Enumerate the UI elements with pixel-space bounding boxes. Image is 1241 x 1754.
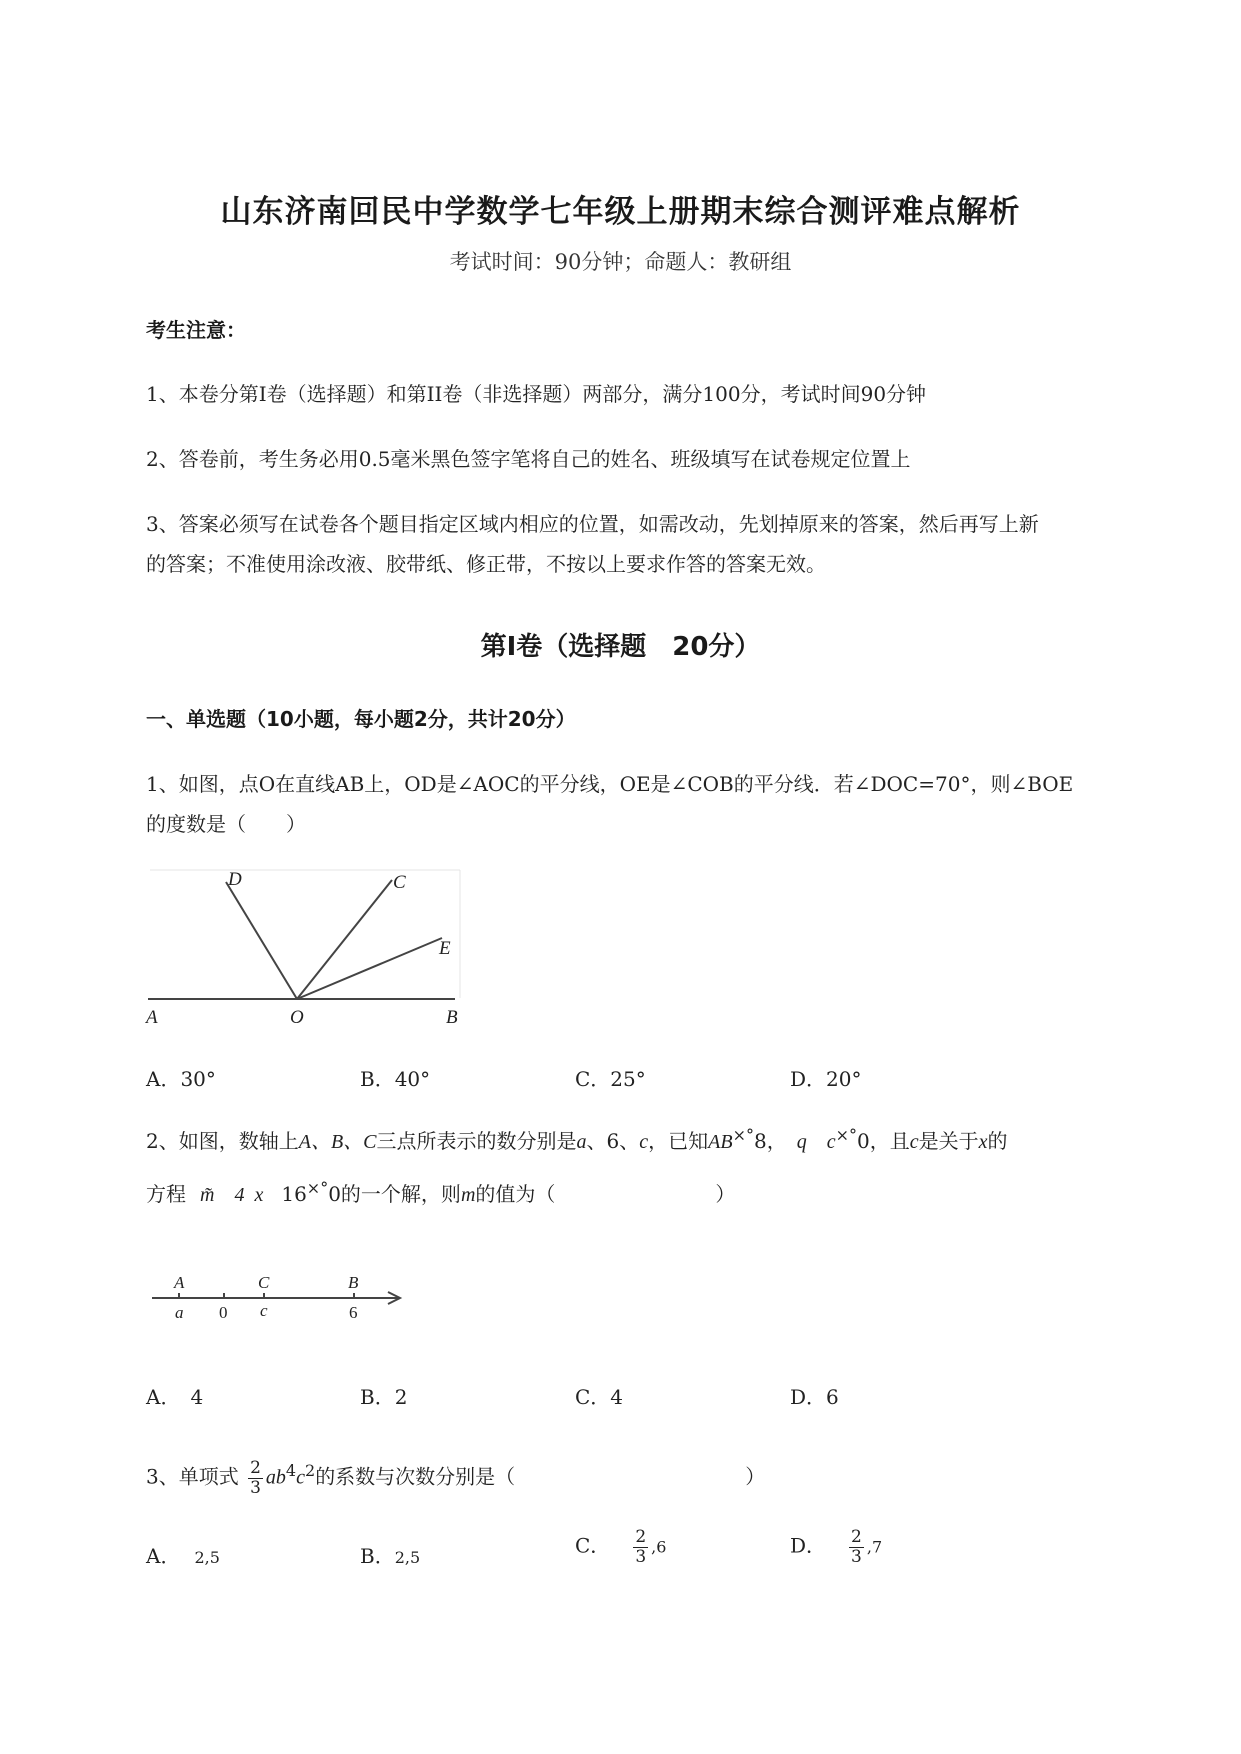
option-fraction: [849, 1528, 864, 1566]
value-label-a: a: [175, 1303, 184, 1322]
q2-points-abc: A、B、C: [298, 1131, 377, 1153]
q2-expr-m: m̃ 4: [200, 1184, 245, 1206]
q3-option-b[interactable]: [360, 1540, 420, 1569]
q2-option-a[interactable]: A． 4: [146, 1385, 204, 1409]
option-value: ,6: [651, 1537, 667, 1557]
q1-option-b[interactable]: B．40°: [360, 1067, 431, 1091]
q2-text: ，已知: [648, 1129, 709, 1153]
q2-text: 0，且: [857, 1129, 910, 1153]
notice-item-3: 3、答案必须写在试卷各个题目指定区域内相应的位置，如需改动，先划掉原来的答案，然后再写上新: [146, 512, 1039, 536]
page-title: 山东济南回民中学数学七年级上册期末综合测评难点解析: [220, 194, 1021, 230]
q2-text: 是关于: [918, 1129, 979, 1153]
fraction-numerator: 2: [250, 1457, 261, 1478]
q2-text: 方程: [146, 1182, 186, 1206]
q2-segment-ab: AB: [708, 1131, 733, 1153]
q2-mark: ×°: [835, 1125, 858, 1145]
exam-info: 考试时间：90分钟；命题人：教研组: [449, 250, 792, 274]
q3-option-a[interactable]: [146, 1540, 220, 1569]
q3-text: 3、单项式: [146, 1464, 239, 1489]
q2-mark: ×°: [732, 1125, 754, 1145]
q3-exp-4: 4: [285, 1461, 297, 1480]
q2-option-c[interactable]: C．4: [575, 1385, 624, 1409]
q2-var-x2: x: [254, 1184, 264, 1206]
q3-option-c[interactable]: [575, 1528, 666, 1566]
value-label-six: 6: [349, 1303, 358, 1322]
q2-var-c: c: [639, 1131, 649, 1153]
q2-text: 的值为（: [475, 1182, 556, 1206]
notice-heading: 考生注意：: [146, 318, 246, 342]
q3-text: ）: [745, 1464, 766, 1489]
ray-od: [226, 882, 297, 999]
value-label-zero: 0: [219, 1303, 228, 1322]
fraction-numerator: 2: [635, 1527, 647, 1547]
q2-text: 8，: [753, 1129, 787, 1153]
label-d: D: [228, 869, 242, 890]
q3-var-ab: ab: [265, 1466, 286, 1489]
q2-stem-line2: [146, 1178, 735, 1207]
option-value: ,7: [866, 1537, 883, 1557]
option-letter: B．: [360, 1544, 395, 1568]
q2-option-b[interactable]: B．2: [360, 1385, 408, 1409]
q1-option-d[interactable]: D．20°: [790, 1067, 862, 1091]
q3-coefficient-fraction: [248, 1459, 263, 1497]
label-a: A: [146, 1007, 158, 1028]
q2-option-d[interactable]: D．6: [790, 1385, 839, 1409]
q2-text: 三点所表示的数分别是: [376, 1129, 577, 1153]
fraction-numerator: 2: [851, 1527, 862, 1547]
q3-text: 的系数与次数分别是（: [315, 1464, 516, 1489]
q2-text: 2、如图，数轴上: [146, 1129, 299, 1153]
q3-var-c: c: [296, 1466, 305, 1489]
q2-var-m: m: [460, 1184, 476, 1206]
q2-text: 的: [987, 1129, 1008, 1153]
option-letter: C．: [575, 1533, 611, 1558]
label-o: O: [290, 1007, 304, 1028]
ray-oc: [297, 880, 392, 999]
notice-item-1: 1、本卷分第I卷（选择题）和第II卷（非选择题）两部分，满分100分，考试时间90分钟: [146, 382, 927, 406]
point-label-a: A: [174, 1273, 185, 1292]
option-fraction: [633, 1528, 648, 1566]
part-heading: 一、单选题（10小题，每小题2分，共计20分）: [146, 707, 576, 731]
q1-angle-figure: [140, 868, 470, 1028]
label-c: C: [393, 872, 406, 893]
q2-expr: q c: [796, 1131, 836, 1153]
fraction-denominator: 3: [635, 1546, 647, 1567]
option-value: 2,5: [194, 1548, 220, 1567]
q3-stem: [146, 1446, 765, 1503]
option-letter: D．: [790, 1533, 827, 1558]
fraction-denominator: 3: [851, 1546, 862, 1567]
q2-text: 0的一个解，则: [328, 1182, 461, 1206]
q2-text: 、6、: [586, 1129, 640, 1153]
q2-stem-line1: [146, 1125, 1008, 1154]
q1-stem-line1: 1、如图，点O在直线AB上，OD是∠AOC的平分线，OE是∠COB的平分线．若∠DOC=70°，则∠BOE: [146, 772, 1074, 796]
notice-item-2: 2、答卷前，考生务必用0.5毫米黑色签字笔将自己的姓名、班级填写在试卷规定位置上: [146, 447, 911, 471]
q2-mark: ×°: [306, 1178, 329, 1198]
notice-item-3-cont: 的答案；不准使用涂改液、胶带纸、修正带，不按以上要求作答的答案无效。: [146, 552, 826, 576]
point-label-b: B: [348, 1273, 359, 1292]
q1-option-a[interactable]: A．30°: [146, 1067, 216, 1091]
q1-option-c[interactable]: C．25°: [575, 1067, 646, 1091]
q2-number-line: [146, 1268, 416, 1328]
value-label-c: c: [260, 1301, 268, 1320]
q3-exp-2: 2: [305, 1461, 316, 1480]
ray-oe: [297, 938, 442, 999]
fraction-denominator: 3: [250, 1477, 261, 1498]
q2-var-c2: c: [909, 1131, 919, 1153]
q2-var-x: x: [978, 1131, 988, 1153]
q2-text: ）: [715, 1182, 736, 1206]
q2-var-a: a: [576, 1131, 587, 1153]
q3-option-d[interactable]: [790, 1528, 882, 1566]
q1-stem-line2: 的度数是（ ）: [146, 812, 306, 836]
q2-number: 16: [281, 1182, 307, 1206]
section-title: 第I卷（选择题 20分）: [480, 632, 761, 662]
option-letter: A．: [146, 1544, 181, 1568]
label-b: B: [446, 1007, 458, 1028]
option-value: 2,5: [394, 1548, 421, 1567]
label-e: E: [439, 938, 451, 959]
point-label-c: C: [258, 1273, 270, 1292]
